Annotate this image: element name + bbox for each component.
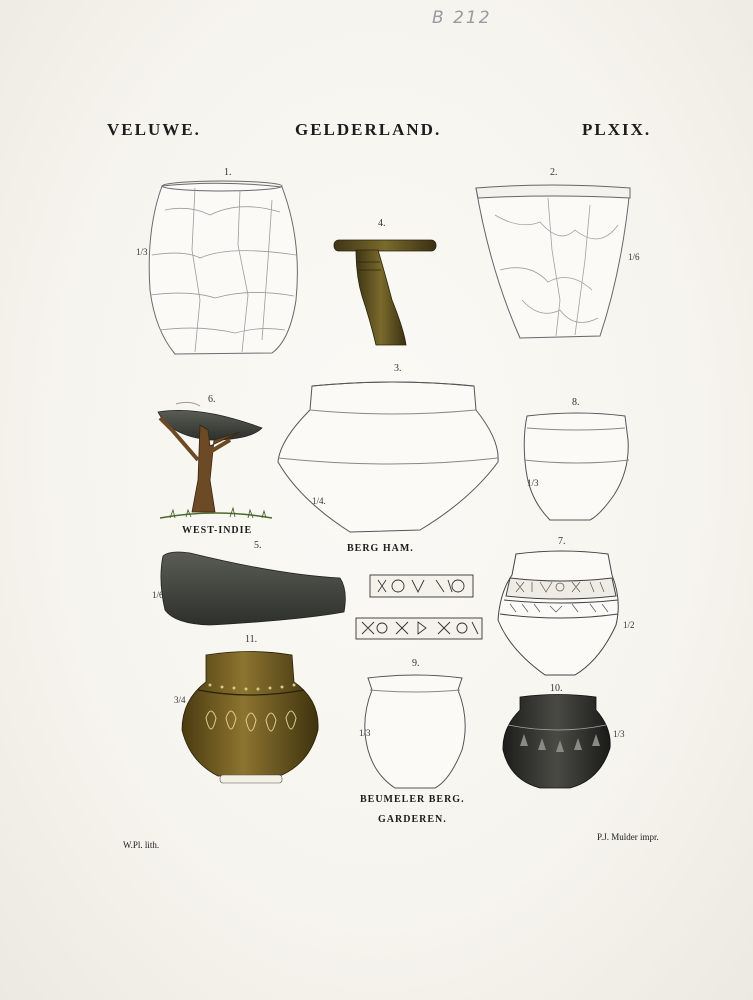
pencil-mark: B 212 — [432, 8, 492, 28]
figure-number-8: 8. — [572, 397, 580, 408]
caption-garderen: GARDEREN. — [378, 814, 447, 825]
scale-label-5: 1/6 — [152, 590, 164, 600]
caption-beumeler-berg: BEUMELER BERG. — [360, 794, 465, 805]
figure-5-stone-axe — [161, 552, 345, 625]
header-center-gelderland: GELDERLAND. — [295, 120, 442, 139]
figure-number-5: 5. — [254, 540, 262, 551]
ornament-bands — [356, 575, 482, 639]
caption-west-indie: WEST-INDIE — [182, 525, 253, 536]
figure-number-10: 10. — [550, 683, 563, 694]
scale-label-10: 1/3 — [613, 729, 625, 739]
scale-label-9: 1/3 — [359, 728, 371, 738]
figure-4-bronze-brooch — [334, 240, 436, 345]
figure-number-4: 4. — [378, 218, 386, 229]
figure-number-11: 11. — [245, 634, 258, 645]
figure-3-biconical-pot — [278, 382, 498, 532]
figure-number-3: 3. — [394, 363, 402, 374]
scale-label-3: 1/4. — [312, 496, 326, 506]
header-right-plate-number: PLXIX. — [582, 120, 652, 139]
header-left-veluwe: VELUWE. — [107, 120, 201, 139]
scale-label-1: 1/3 — [136, 247, 148, 257]
figure-number-9: 9. — [412, 658, 420, 669]
caption-berg-ham: BERG HAM. — [347, 543, 414, 554]
scale-label-2: 1/6 — [628, 252, 640, 262]
figure-number-2: 2. — [550, 167, 558, 178]
figure-6-tree-dolmen — [158, 402, 272, 518]
figure-10-dark-pot — [503, 695, 610, 789]
credit-printer: P.J. Mulder impr. — [597, 832, 659, 842]
figure-number-7: 7. — [558, 536, 566, 547]
figure-7-decorated-pot — [498, 551, 618, 675]
credit-lithographer: W.Pl. lith. — [123, 840, 160, 850]
figure-8-small-pot — [524, 413, 629, 520]
scale-label-8: 1/3 — [527, 478, 539, 488]
figure-9-plain-pot — [365, 675, 465, 788]
figure-1-cracked-urn — [149, 181, 297, 354]
figure-number-1: 1. — [224, 167, 232, 178]
scale-label-11: 3/4 — [174, 695, 186, 705]
scale-label-7: 1/2 — [623, 620, 635, 630]
figure-number-6: 6. — [208, 394, 216, 405]
figure-11-bronze-pot — [182, 652, 318, 784]
figure-2-cracked-bowl — [476, 185, 630, 338]
